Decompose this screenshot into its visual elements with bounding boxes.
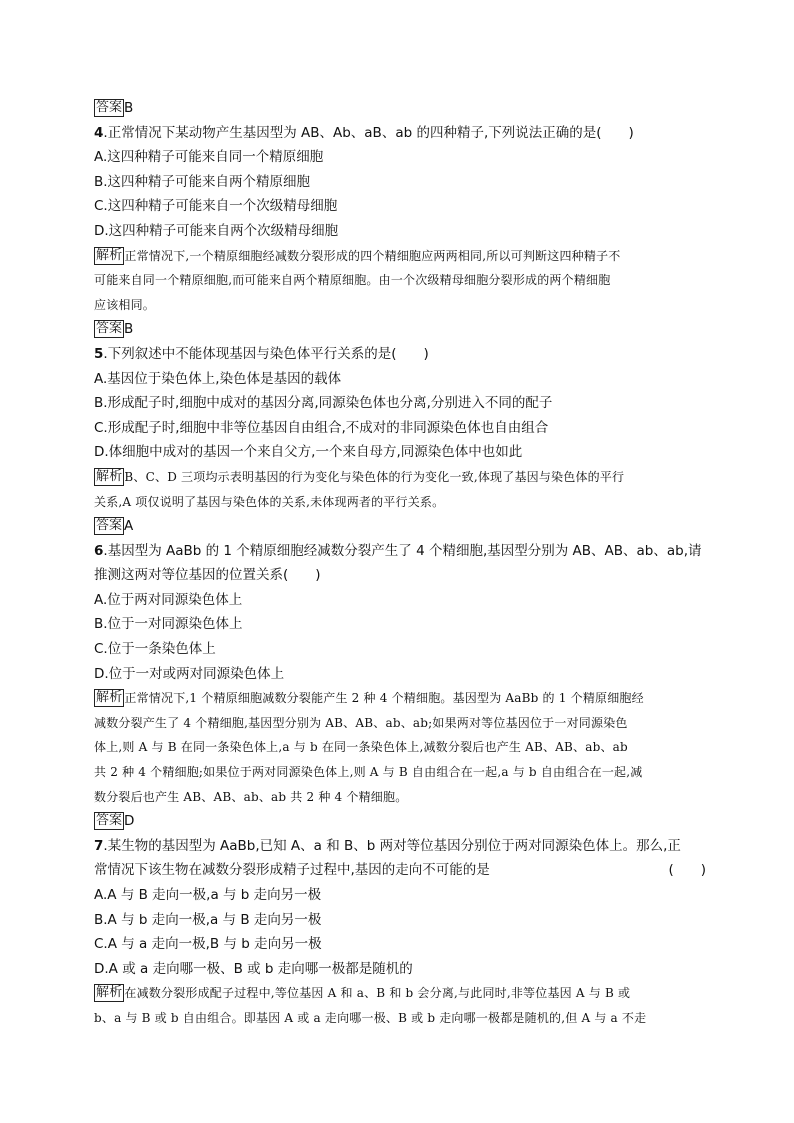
q6-answer-row: [94, 809, 706, 834]
q6-analysis-line-5: 数分裂后也产生 AB、AB、ab、ab 共 2 种 4 个精细胞。: [94, 789, 408, 804]
q4-option-c: C.这四种精子可能来自一个次级精母细胞: [94, 198, 338, 215]
q7-option-b: B.A 与 b 走向一极,a 与 B 走向另一极: [94, 911, 322, 928]
q6-option-a: A.位于两对同源染色体上: [94, 591, 243, 608]
q7-option-a: A.A 与 B 走向一极,a 与 b 走向另一极: [94, 887, 322, 903]
q6-analysis-line-1: 解析 正常情况下,1 个精原细胞减数分裂能产生 2 种 4 个精细胞。基因型为 AaBb 的 1 个精原细胞经: [96, 690, 644, 706]
q6-answer: D: [124, 813, 135, 830]
document-page: [94, 96, 706, 1031]
answer-tag: 答案: [96, 518, 123, 534]
answer-tag: 答案: [96, 321, 123, 337]
q5-option-d: D.体细胞中成对的基因一个来自父方,一个来自母方,同源染色体中也如此: [94, 444, 523, 461]
q4-number: 4: [94, 124, 104, 141]
q4-analysis-line-3: 应该相同。: [94, 297, 156, 312]
q7-number: 7: [94, 837, 104, 854]
q7-answer-paren: ( ): [668, 862, 706, 879]
q7-option-d: D.A 或 a 走向哪一极、B 或 b 走向哪一极都是随机的: [94, 960, 413, 977]
q4-answer-row: [94, 317, 706, 342]
q5-option-b: B.形成配子时,细胞中成对的基因分离,同源染色体也分离,分别进入不同的配子: [94, 395, 553, 412]
q5-number: 5: [94, 345, 104, 362]
q4-option-d: D.这四种精子可能来自两个次级精母细胞: [94, 222, 339, 239]
answer-tag: 答案: [96, 100, 123, 115]
answer-tag: 答案: [96, 813, 123, 829]
q5-option-a: A.基因位于染色体上,染色体是基因的载体: [94, 370, 342, 387]
q5-option-c: C.形成配子时,细胞中非等位基因自由组合,不成对的非同源染色体也自由组合: [94, 419, 549, 436]
q5-analysis-line-2: 关系,A 项仅说明了基因与染色体的关系,未体现两者的平行关系。: [94, 494, 445, 509]
q6-option-d: D.位于一对或两对同源染色体上: [94, 665, 285, 682]
q4-stem: [94, 121, 706, 146]
analysis-tag: 解析: [96, 247, 123, 263]
analysis-tag: 解析: [96, 985, 123, 1001]
q4-analysis-line-2: 可能来自同一个精原细胞,而可能来自两个精原细胞。由一个次级精母细胞分裂形成的两个精细胞: [94, 273, 611, 288]
q5-answer-row: [94, 514, 706, 539]
q3-answer-row: [94, 96, 706, 121]
q6-analysis-line-2: 减数分裂产生了 4 个精细胞,基因型分别为 AB、AB、ab、ab;如果两对等位基因位于一对同源染色: [94, 715, 628, 730]
q7-analysis-line-2: b、a 与 B 或 b 自由组合。即基因 A 或 a 走向哪一极、B 或 b 走向哪一极都是随机的,但 A 与 a 不走: [94, 1010, 647, 1025]
q4-stem-text: .正常情况下某动物产生基因型为 AB、Ab、aB、ab 的四种精子,下列说法正确的是( ): [103, 124, 634, 141]
q6-stem-line-1: 6.基因型为 AaBb 的 1 个精原细胞经减数分裂产生了 4 个精细胞,基因型分别为 AB、AB、ab、ab,请: [94, 542, 702, 559]
q6-option-c: C.位于一条染色体上: [94, 641, 216, 658]
q6-analysis-line-3: 体上,则 A 与 B 在同一条染色体上,a 与 b 在同一条染色体上,减数分裂后也产生 AB、AB、ab、ab: [94, 740, 628, 755]
q7-analysis-line-1: 解析 在减数分裂形成配子过程中,等位基因 A 和 a、B 和 b 会分离,与此同时,非等位基因 A 与 B 或: [96, 985, 631, 1001]
q4-answer: B: [124, 321, 134, 338]
q6-stem-line-2: 推测这两对等位基因的位置关系( ): [94, 567, 321, 584]
q4-analysis-line-1: 解析 正常情况下,一个精原细胞经减数分裂形成的四个精细胞应两两相同,所以可判断这四种精子不: [96, 247, 621, 263]
q5-stem: [94, 342, 706, 367]
q6-number: 6: [94, 542, 104, 559]
q6-analysis-line-4: 共 2 种 4 个精细胞;如果位于两对同源染色体上,则 A 与 B 自由组合在一起,a 与 b 自由组合在一起,减: [94, 765, 643, 780]
q4-option-a: A.这四种精子可能来自同一个精原细胞: [94, 149, 324, 166]
analysis-tag: 解析: [96, 690, 123, 706]
analysis-tag: 解析: [96, 468, 123, 484]
q7-stem-line-2: 常情况下该生物在减数分裂形成精子过程中,基因的走向不可能的是 ( ): [94, 858, 706, 883]
q5-answer: A: [124, 518, 134, 535]
q7-stem-line-1: 7.某生物的基因型为 AaBb,已知 A、a 和 B、b 两对等位基因分别位于两对同源染色体上。那么,正: [94, 837, 681, 854]
q5-stem-text: .下列叙述中不能体现基因与染色体平行关系的是( ): [103, 345, 429, 362]
q3-answer: B: [124, 100, 134, 116]
q5-analysis-line-1: 解析 B、C、D 三项均示表明基因的行为变化与染色体的行为变化一致,体现了基因与染色体的平行: [96, 468, 625, 484]
q7-option-c: C.A 与 a 走向一极,B 与 b 走向另一极: [94, 936, 322, 953]
q4-option-b: B.这四种精子可能来自两个精原细胞: [94, 173, 311, 190]
q6-option-b: B.位于一对同源染色体上: [94, 616, 243, 633]
